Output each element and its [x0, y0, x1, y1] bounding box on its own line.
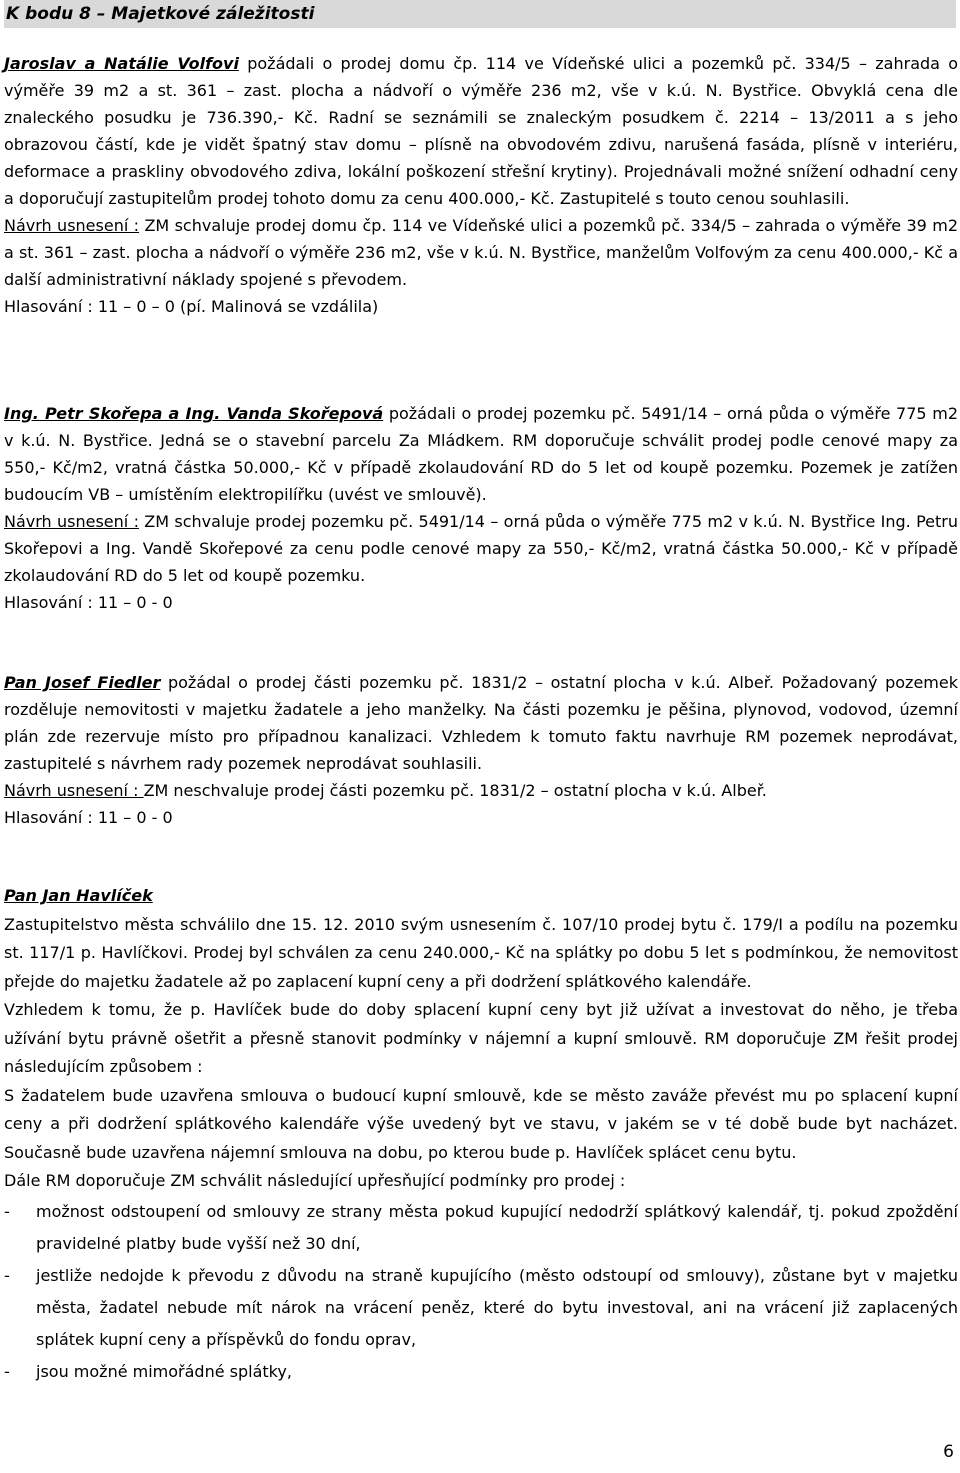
section-skorepa	[4, 400, 958, 616]
paragraph-proposal	[4, 212, 958, 293]
list-dash: -	[4, 1201, 10, 1221]
paragraph-intro	[4, 400, 958, 508]
intro-text: požádal o prodej části pozemku pč. 1831/2 – ostatní plocha v k.ú. Albeř. Požadovaný pozemek rozděluje nemovitosti v majetku žadatele a jeho manželky. Na části pozemku je pěšina, plynovod, vodovod, územní plán zde rezervuje místo pro případnou kanalizaci. Vzhledem k tomuto faktu navrhuje RM pozemek neprodávat, zastupitelé s návrhem rady pozemek neprodávat souhlasili.	[4, 673, 958, 773]
list-item-text: možnost odstoupení od smlouvy ze strany města pokud kupující nedodrží splátkový kalendář, tj. pokud zpoždění pravidelné platby bude vyšší než 30 dní,	[36, 1201, 958, 1253]
paragraph: Vzhledem k tomu, že p. Havlíček bude do doby splacení kupní ceny byt již užívat a investovat do něho, je třeba užívání bytu právně ošetřit a přesně stanovit podmínky v nájemní a kupní smlouvě. RM doporučuje ZM řešit prodej následujícím způsobem :	[4, 1000, 958, 1076]
proposal-text: ZM neschvaluje prodej části pozemku pč. 1831/2 – ostatní plocha v k.ú. Albeř.	[143, 781, 767, 800]
paragraph: Zastupitelstvo města schválilo dne 15. 12. 2010 svým usnesením č. 107/10 prodej bytu č. 179/I a podílu na pozemku st. 117/1 p. Havlíčkovi. Prodej byl schválen za cenu 240.000,- Kč na splátky po dobu 5 let s podmínkou, že nemovitost přejde do majetku žadatele až po zaplacení kupní ceny a při dodržení splátkového kalendáře.	[4, 914, 958, 991]
list-item-text: jestliže nedojde k převodu z důvodu na straně kupujícího (město odstoupí od smlouvy), zůstane byt v majetku města, žadatel nebude mít nárok na vrácení peněz, které do bytu investoval, ani na vrácení již zaplacených splátek kupní ceny a příspěvků do fondu oprav,	[36, 1265, 958, 1349]
intro-text: požádali o prodej domu čp. 114 ve Vídeňské ulici a pozemků pč. 334/5 – zahrada o výměře 39 m2 a st. 361 – zast. plocha a nádvoří o výměře 236 m2, vše v k.ú. N. Bystřice. Obvyklá cena dle znaleckého posudku je 736.390,- Kč. Radní se seznámili se znaleckým posudkem č. 2214 – 13/2011 a s jeho obrazovou částí, kde je vidět špatný stav domu – plísně na obvodovém zdivu, narušená fasáda, plísně v interiéru, deformace a praskliny obvodového zdiva, lokální poškození střešní krytiny). Projednávali možné snížení odhadní ceny a doporučují zastupitelům prodej tohoto domu za cenu 400.000,- Kč. Zastupitelé s touto cenou souhlasili.	[4, 54, 959, 208]
paragraph-proposal	[4, 508, 958, 589]
paragraph-intro	[4, 669, 958, 777]
list-dash: -	[4, 1265, 10, 1285]
paragraph-intro	[4, 50, 958, 212]
list-item	[4, 1196, 958, 1260]
proposal-label: Návrh usnesení :	[4, 216, 140, 235]
applicant-name: Ing. Petr Skořepa a Ing. Vanda Skořepová	[4, 404, 384, 423]
section-volfovi	[4, 50, 958, 320]
proposal-text: ZM schvaluje prodej domu čp. 114 ve Vídeňské ulici a pozemků pč. 334/5 – zahrada o výměře 39 m2 a st. 361 – zast. plocha a nádvoří o výměře 236 m2, vše v k.ú. N. Bystřice, manželům Volfovým za cenu 400.000,- Kč a další administrativní náklady spojené s převodem.	[4, 216, 959, 289]
intro-text: požádali o prodej pozemku pč. 5491/14 – orná půda o výměře 775 m2 v k.ú. N. Bystřice. Jedná se o stavební parcelu Za Mládkem. RM doporučuje schválit prodej podle cenové mapy za 550,- Kč/m2, vratná částka 50.000,- Kč v případě zkolaudování RD do 5 let od koupě pozemku. Pozemek je zatížen budoucím VB – umístěním elektropilířku (uvést ve smlouvě).	[4, 404, 959, 504]
vote-line: Hlasování : 11 – 0 - 0	[4, 808, 173, 827]
vote-line: Hlasování : 11 – 0 - 0	[4, 593, 173, 612]
list-item	[4, 1356, 958, 1388]
page-number: 6	[943, 1442, 954, 1462]
list-item	[4, 1260, 958, 1356]
paragraph-proposal	[4, 777, 958, 804]
section-fiedler	[4, 669, 958, 831]
proposal-label: Návrh usnesení :	[4, 781, 144, 800]
section-header: K bodu 8 – Majetkové záležitosti	[4, 0, 956, 28]
applicant-heading	[4, 882, 958, 911]
proposal-text: ZM schvaluje prodej pozemku pč. 5491/14 – orná půda o výměře 775 m2 v k.ú. N. Bystřice Ing. Petru Skořepovi a Ing. Vandě Skořepové za cenu podle cenové mapy za 550,- Kč/m2, vratná částka 50.000,- Kč v případě zkolaudování RD do 5 let od koupě pozemku.	[4, 512, 958, 585]
section-havlicek	[4, 882, 958, 1388]
vote-line: Hlasování : 11 – 0 – 0 (pí. Malinová se vzdálila)	[4, 297, 379, 316]
paragraph: S žadatelem bude uzavřena smlouva o budoucí kupní smlouvě, kde se město zaváže převést mu po splacení kupní ceny a při dodržení splátkového kalendáře výše uvedený byt ve stavu, v jakém se v té době bude byt nacházet. Současně bude uzavřena nájemní smlouva na dobu, po kterou bude p. Havlíček splácet cenu bytu.	[4, 1085, 958, 1162]
proposal-label: Návrh usnesení :	[4, 512, 139, 531]
list-dash: -	[4, 1361, 10, 1381]
applicant-name: Pan Jan Havlíček	[4, 886, 153, 905]
applicant-name: Jaroslav a Natálie Volfovi	[4, 54, 239, 73]
list-item-text: jsou možné mimořádné splátky,	[36, 1361, 292, 1381]
paragraph: Dále RM doporučuje ZM schválit následující upřesňující podmínky pro prodej :	[4, 1171, 626, 1190]
applicant-name: Pan Josef Fiedler	[4, 673, 161, 692]
